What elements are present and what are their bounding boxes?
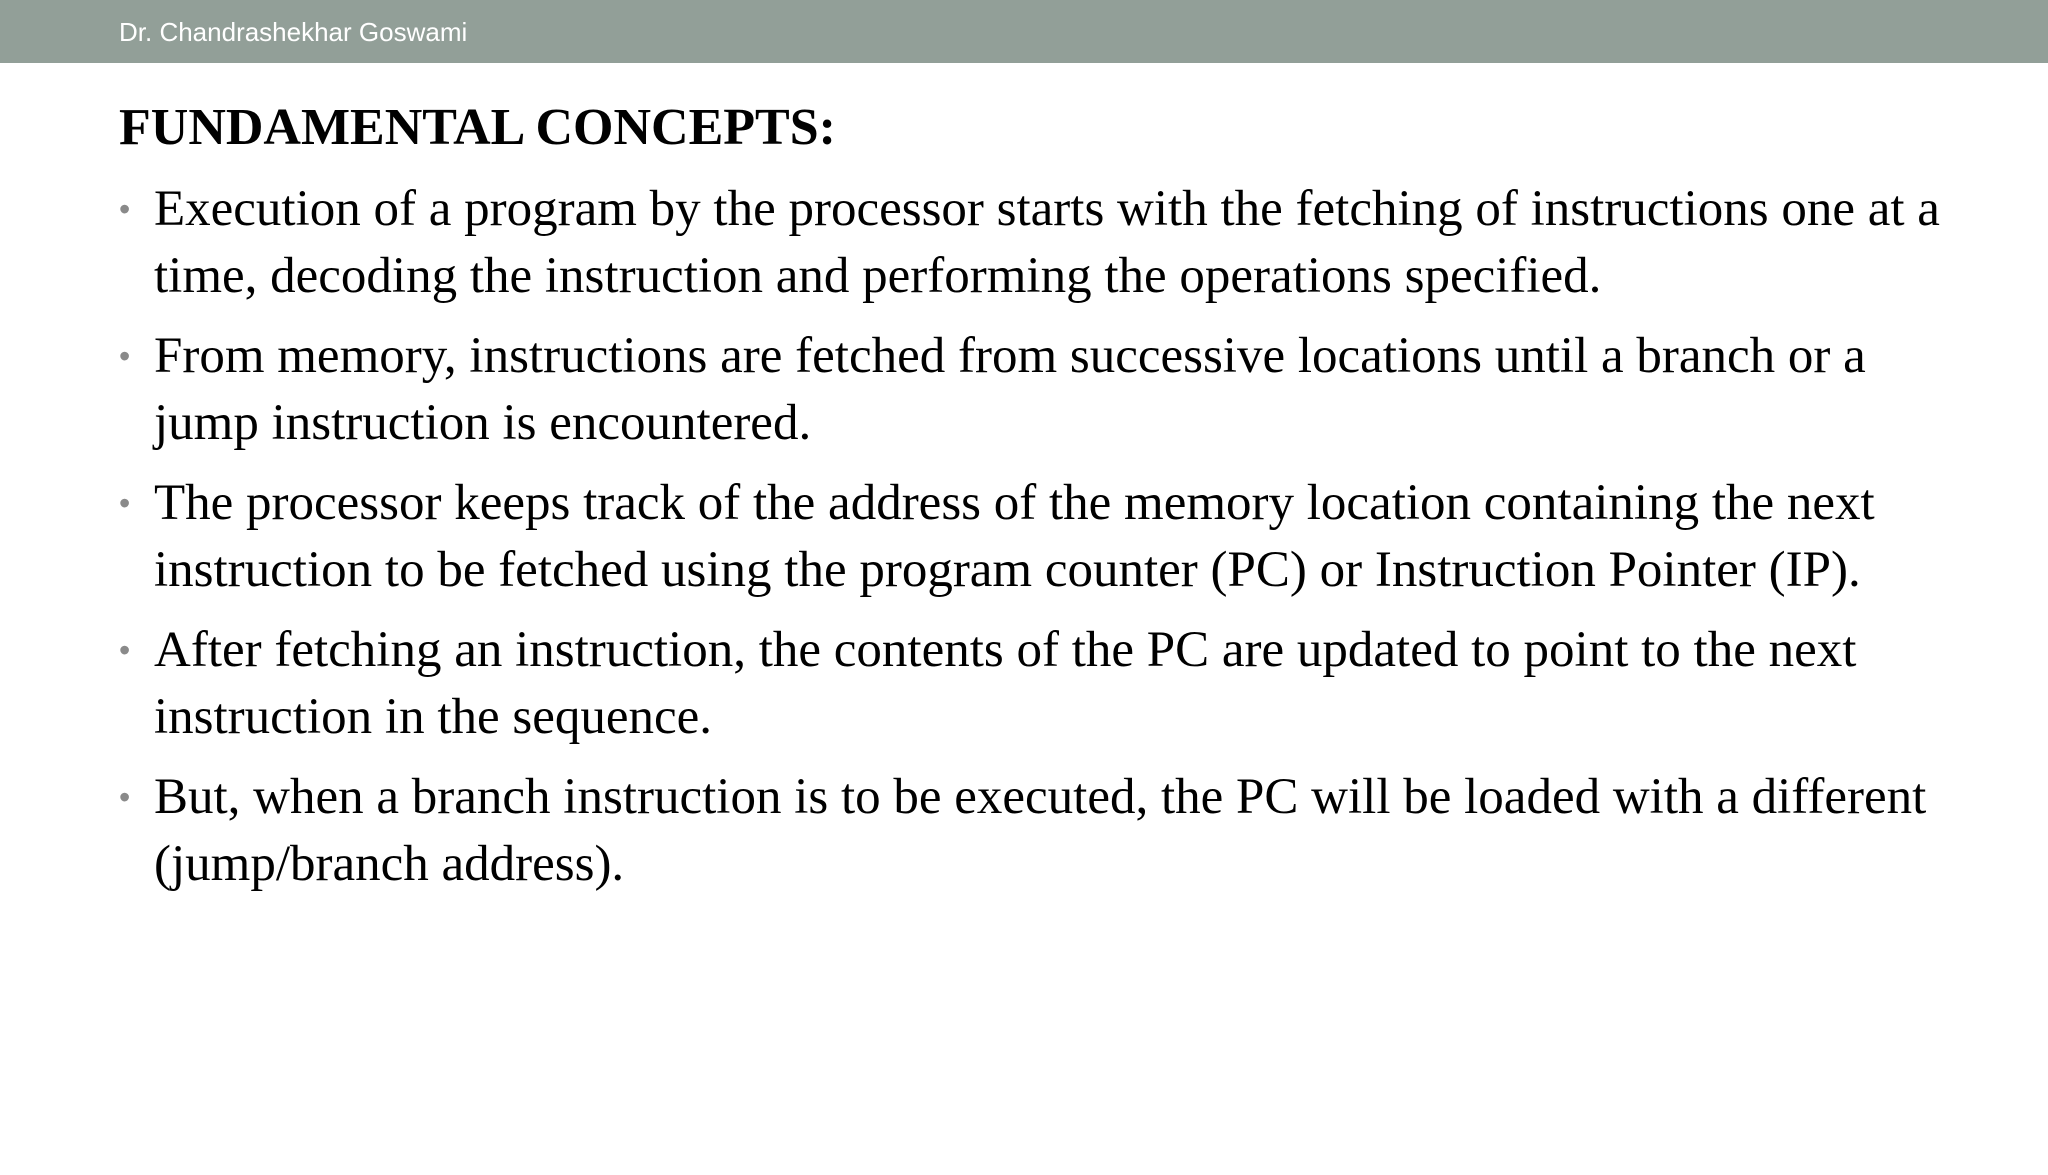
- bullet-item: [119, 323, 1979, 457]
- bullet-dot-icon: •: [119, 779, 131, 815]
- bullet-dot-icon: •: [119, 338, 131, 374]
- bullet-list: [119, 176, 1979, 911]
- bullet-text: From memory, instructions are fetched from successive locations until a branch or a jump instruction is encountered.: [154, 328, 1866, 451]
- bullet-dot-icon: •: [119, 485, 131, 521]
- bullet-item: [119, 176, 1979, 310]
- slide-title: FUNDAMENTAL CONCEPTS:: [119, 99, 836, 156]
- bullet-dot-icon: •: [119, 632, 131, 668]
- bullet-item: [119, 617, 1979, 751]
- bullet-dot-icon: •: [119, 191, 131, 227]
- bullet-text: After fetching an instruction, the contents of the PC are updated to point to the next instruction in the sequence.: [154, 622, 1857, 745]
- bullet-text: The processor keeps track of the address of the memory location containing the next instruction to be fetched using the program counter (PC) or Instruction Pointer (IP).: [154, 475, 1875, 598]
- header-bar: [0, 0, 2048, 63]
- author-name: Dr. Chandrashekhar Goswami: [119, 17, 468, 47]
- bullet-item: [119, 470, 1979, 604]
- bullet-text: But, when a branch instruction is to be executed, the PC will be loaded with a different (jump/branch address).: [154, 769, 1927, 892]
- bullet-item: [119, 764, 1979, 898]
- bullet-text: Execution of a program by the processor starts with the fetching of instructions one at a time, decoding the instruction and performing the operations specified.: [154, 181, 1940, 304]
